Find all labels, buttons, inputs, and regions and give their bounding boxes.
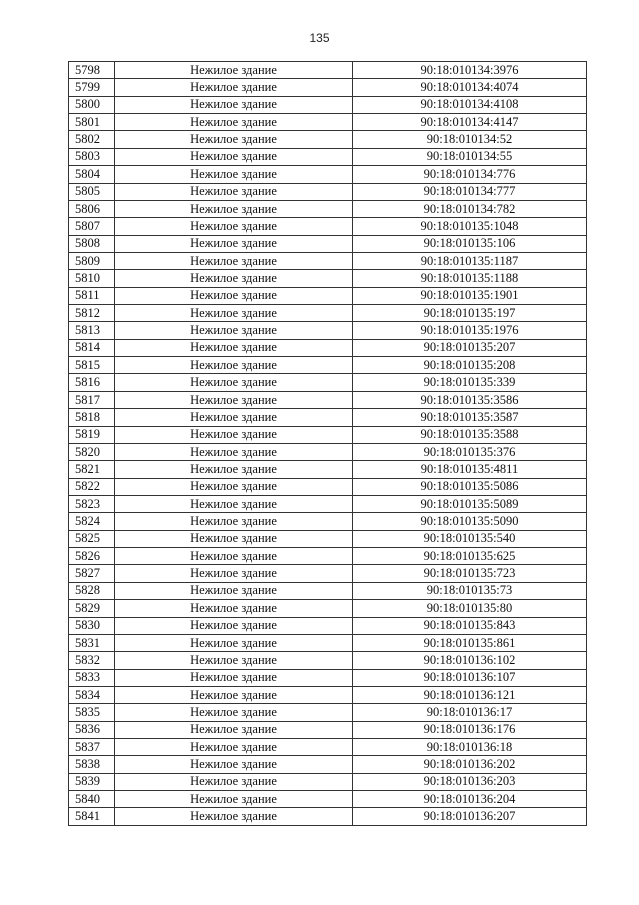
cadastral-number-cell: 90:18:010134:55 bbox=[353, 148, 587, 165]
cadastral-number-cell: 90:18:010135:843 bbox=[353, 617, 587, 634]
cadastral-number-cell: 90:18:010136:17 bbox=[353, 704, 587, 721]
cadastral-number-cell: 90:18:010135:73 bbox=[353, 582, 587, 599]
cadastral-number-cell: 90:18:010136:207 bbox=[353, 808, 587, 825]
object-name-cell: Нежилое здание bbox=[115, 513, 353, 530]
cadastral-number-cell: 90:18:010134:3976 bbox=[353, 62, 587, 79]
object-name-cell: Нежилое здание bbox=[115, 565, 353, 582]
object-name-cell: Нежилое здание bbox=[115, 530, 353, 547]
table-row bbox=[69, 791, 587, 808]
object-name-cell: Нежилое здание bbox=[115, 148, 353, 165]
object-name-cell: Нежилое здание bbox=[115, 270, 353, 287]
cadastral-number-cell: 90:18:010136:121 bbox=[353, 686, 587, 703]
cadastral-number-cell: 90:18:010134:4108 bbox=[353, 96, 587, 113]
row-number-cell: 5826 bbox=[69, 548, 115, 565]
row-number-cell: 5833 bbox=[69, 669, 115, 686]
object-name-cell: Нежилое здание bbox=[115, 461, 353, 478]
cadastral-number-cell: 90:18:010134:776 bbox=[353, 166, 587, 183]
row-number-cell: 5810 bbox=[69, 270, 115, 287]
cadastral-number-cell: 90:18:010135:106 bbox=[353, 235, 587, 252]
cadastral-number-cell: 90:18:010136:107 bbox=[353, 669, 587, 686]
cadastral-number-cell: 90:18:010134:777 bbox=[353, 183, 587, 200]
object-name-cell: Нежилое здание bbox=[115, 617, 353, 634]
object-name-cell: Нежилое здание bbox=[115, 478, 353, 495]
table-row bbox=[69, 79, 587, 96]
row-number-cell: 5838 bbox=[69, 756, 115, 773]
table-row bbox=[69, 478, 587, 495]
row-number-cell: 5816 bbox=[69, 374, 115, 391]
table-row bbox=[69, 634, 587, 651]
object-name-cell: Нежилое здание bbox=[115, 582, 353, 599]
table-row bbox=[69, 808, 587, 825]
row-number-cell: 5802 bbox=[69, 131, 115, 148]
object-name-cell: Нежилое здание bbox=[115, 218, 353, 235]
table-row bbox=[69, 200, 587, 217]
cadastral-number-cell: 90:18:010135:5086 bbox=[353, 478, 587, 495]
cadastral-number-cell: 90:18:010135:207 bbox=[353, 339, 587, 356]
table-row bbox=[69, 114, 587, 131]
table-row bbox=[69, 600, 587, 617]
table-row bbox=[69, 322, 587, 339]
object-name-cell: Нежилое здание bbox=[115, 669, 353, 686]
table-row bbox=[69, 704, 587, 721]
row-number-cell: 5809 bbox=[69, 252, 115, 269]
table-row bbox=[69, 617, 587, 634]
table-row bbox=[69, 686, 587, 703]
cadastral-number-cell: 90:18:010135:540 bbox=[353, 530, 587, 547]
table-row bbox=[69, 721, 587, 738]
row-number-cell: 5808 bbox=[69, 235, 115, 252]
row-number-cell: 5804 bbox=[69, 166, 115, 183]
cadastral-number-cell: 90:18:010135:861 bbox=[353, 634, 587, 651]
cadastral-number-cell: 90:18:010134:4074 bbox=[353, 79, 587, 96]
object-name-cell: Нежилое здание bbox=[115, 391, 353, 408]
page-number: 135 bbox=[309, 31, 330, 45]
table-row bbox=[69, 287, 587, 304]
table-row bbox=[69, 62, 587, 79]
cadastral-number-cell: 90:18:010135:339 bbox=[353, 374, 587, 391]
object-name-cell: Нежилое здание bbox=[115, 773, 353, 790]
object-name-cell: Нежилое здание bbox=[115, 686, 353, 703]
object-name-cell: Нежилое здание bbox=[115, 252, 353, 269]
row-number-cell: 5822 bbox=[69, 478, 115, 495]
table-row bbox=[69, 548, 587, 565]
row-number-cell: 5832 bbox=[69, 652, 115, 669]
table-row bbox=[69, 183, 587, 200]
cadastral-number-cell: 90:18:010135:197 bbox=[353, 305, 587, 322]
object-name-cell: Нежилое здание bbox=[115, 704, 353, 721]
table-row bbox=[69, 148, 587, 165]
cadastral-number-cell: 90:18:010134:4147 bbox=[353, 114, 587, 131]
row-number-cell: 5820 bbox=[69, 443, 115, 460]
cadastral-number-cell: 90:18:010136:102 bbox=[353, 652, 587, 669]
object-name-cell: Нежилое здание bbox=[115, 443, 353, 460]
table-row bbox=[69, 357, 587, 374]
object-name-cell: Нежилое здание bbox=[115, 721, 353, 738]
table-row bbox=[69, 252, 587, 269]
cadastral-number-cell: 90:18:010135:625 bbox=[353, 548, 587, 565]
object-name-cell: Нежилое здание bbox=[115, 96, 353, 113]
row-number-cell: 5813 bbox=[69, 322, 115, 339]
row-number-cell: 5839 bbox=[69, 773, 115, 790]
object-name-cell: Нежилое здание bbox=[115, 79, 353, 96]
cadastral-number-cell: 90:18:010135:1048 bbox=[353, 218, 587, 235]
row-number-cell: 5821 bbox=[69, 461, 115, 478]
object-name-cell: Нежилое здание bbox=[115, 322, 353, 339]
object-name-cell: Нежилое здание bbox=[115, 183, 353, 200]
row-number-cell: 5807 bbox=[69, 218, 115, 235]
cadastral-number-cell: 90:18:010135:3588 bbox=[353, 426, 587, 443]
cadastral-number-cell: 90:18:010134:782 bbox=[353, 200, 587, 217]
row-number-cell: 5841 bbox=[69, 808, 115, 825]
object-name-cell: Нежилое здание bbox=[115, 200, 353, 217]
row-number-cell: 5799 bbox=[69, 79, 115, 96]
row-number-cell: 5818 bbox=[69, 409, 115, 426]
row-number-cell: 5823 bbox=[69, 495, 115, 512]
row-number-cell: 5837 bbox=[69, 739, 115, 756]
row-number-cell: 5814 bbox=[69, 339, 115, 356]
row-number-cell: 5827 bbox=[69, 565, 115, 582]
table-row bbox=[69, 495, 587, 512]
table-row bbox=[69, 305, 587, 322]
cadastral-number-cell: 90:18:010135:5089 bbox=[353, 495, 587, 512]
cadastral-number-cell: 90:18:010135:5090 bbox=[353, 513, 587, 530]
cadastral-number-cell: 90:18:010135:208 bbox=[353, 357, 587, 374]
table-row bbox=[69, 582, 587, 599]
table-row bbox=[69, 739, 587, 756]
table-row bbox=[69, 166, 587, 183]
object-name-cell: Нежилое здание bbox=[115, 166, 353, 183]
object-name-cell: Нежилое здание bbox=[115, 62, 353, 79]
table-row bbox=[69, 131, 587, 148]
cadastral-number-cell: 90:18:010135:4811 bbox=[353, 461, 587, 478]
object-name-cell: Нежилое здание bbox=[115, 634, 353, 651]
cadastral-number-cell: 90:18:010135:80 bbox=[353, 600, 587, 617]
row-number-cell: 5836 bbox=[69, 721, 115, 738]
table-row bbox=[69, 339, 587, 356]
registry-table bbox=[68, 61, 587, 826]
cadastral-number-cell: 90:18:010136:203 bbox=[353, 773, 587, 790]
row-number-cell: 5801 bbox=[69, 114, 115, 131]
cadastral-number-cell: 90:18:010135:1976 bbox=[353, 322, 587, 339]
object-name-cell: Нежилое здание bbox=[115, 791, 353, 808]
table-row bbox=[69, 96, 587, 113]
object-name-cell: Нежилое здание bbox=[115, 339, 353, 356]
table-row bbox=[69, 235, 587, 252]
cadastral-number-cell: 90:18:010135:1188 bbox=[353, 270, 587, 287]
table-row bbox=[69, 565, 587, 582]
object-name-cell: Нежилое здание bbox=[115, 305, 353, 322]
cadastral-number-cell: 90:18:010136:18 bbox=[353, 739, 587, 756]
row-number-cell: 5828 bbox=[69, 582, 115, 599]
row-number-cell: 5824 bbox=[69, 513, 115, 530]
row-number-cell: 5805 bbox=[69, 183, 115, 200]
table-row bbox=[69, 443, 587, 460]
row-number-cell: 5800 bbox=[69, 96, 115, 113]
row-number-cell: 5811 bbox=[69, 287, 115, 304]
table-row bbox=[69, 218, 587, 235]
object-name-cell: Нежилое здание bbox=[115, 739, 353, 756]
row-number-cell: 5803 bbox=[69, 148, 115, 165]
row-number-cell: 5815 bbox=[69, 357, 115, 374]
table-row bbox=[69, 530, 587, 547]
object-name-cell: Нежилое здание bbox=[115, 600, 353, 617]
cadastral-number-cell: 90:18:010136:202 bbox=[353, 756, 587, 773]
cadastral-number-cell: 90:18:010135:3587 bbox=[353, 409, 587, 426]
table-row bbox=[69, 513, 587, 530]
row-number-cell: 5819 bbox=[69, 426, 115, 443]
object-name-cell: Нежилое здание bbox=[115, 357, 353, 374]
row-number-cell: 5812 bbox=[69, 305, 115, 322]
table-row bbox=[69, 374, 587, 391]
object-name-cell: Нежилое здание bbox=[115, 131, 353, 148]
table-row bbox=[69, 391, 587, 408]
cadastral-number-cell: 90:18:010134:52 bbox=[353, 131, 587, 148]
cadastral-number-cell: 90:18:010135:3586 bbox=[353, 391, 587, 408]
object-name-cell: Нежилое здание bbox=[115, 426, 353, 443]
row-number-cell: 5798 bbox=[69, 62, 115, 79]
table-row bbox=[69, 409, 587, 426]
cadastral-number-cell: 90:18:010136:176 bbox=[353, 721, 587, 738]
row-number-cell: 5806 bbox=[69, 200, 115, 217]
cadastral-number-cell: 90:18:010135:1187 bbox=[353, 252, 587, 269]
object-name-cell: Нежилое здание bbox=[115, 808, 353, 825]
cadastral-number-cell: 90:18:010135:723 bbox=[353, 565, 587, 582]
table-row bbox=[69, 652, 587, 669]
row-number-cell: 5831 bbox=[69, 634, 115, 651]
object-name-cell: Нежилое здание bbox=[115, 409, 353, 426]
cadastral-number-cell: 90:18:010135:376 bbox=[353, 443, 587, 460]
table-row bbox=[69, 669, 587, 686]
row-number-cell: 5829 bbox=[69, 600, 115, 617]
cadastral-number-cell: 90:18:010136:204 bbox=[353, 791, 587, 808]
object-name-cell: Нежилое здание bbox=[115, 652, 353, 669]
object-name-cell: Нежилое здание bbox=[115, 548, 353, 565]
object-name-cell: Нежилое здание bbox=[115, 114, 353, 131]
table-row bbox=[69, 756, 587, 773]
cadastral-number-cell: 90:18:010135:1901 bbox=[353, 287, 587, 304]
registry-table-body bbox=[69, 62, 587, 826]
table-row bbox=[69, 270, 587, 287]
object-name-cell: Нежилое здание bbox=[115, 374, 353, 391]
table-row bbox=[69, 461, 587, 478]
table-row bbox=[69, 426, 587, 443]
row-number-cell: 5825 bbox=[69, 530, 115, 547]
object-name-cell: Нежилое здание bbox=[115, 287, 353, 304]
row-number-cell: 5817 bbox=[69, 391, 115, 408]
table-row bbox=[69, 773, 587, 790]
row-number-cell: 5835 bbox=[69, 704, 115, 721]
object-name-cell: Нежилое здание bbox=[115, 756, 353, 773]
row-number-cell: 5834 bbox=[69, 686, 115, 703]
object-name-cell: Нежилое здание bbox=[115, 235, 353, 252]
object-name-cell: Нежилое здание bbox=[115, 495, 353, 512]
row-number-cell: 5830 bbox=[69, 617, 115, 634]
row-number-cell: 5840 bbox=[69, 791, 115, 808]
